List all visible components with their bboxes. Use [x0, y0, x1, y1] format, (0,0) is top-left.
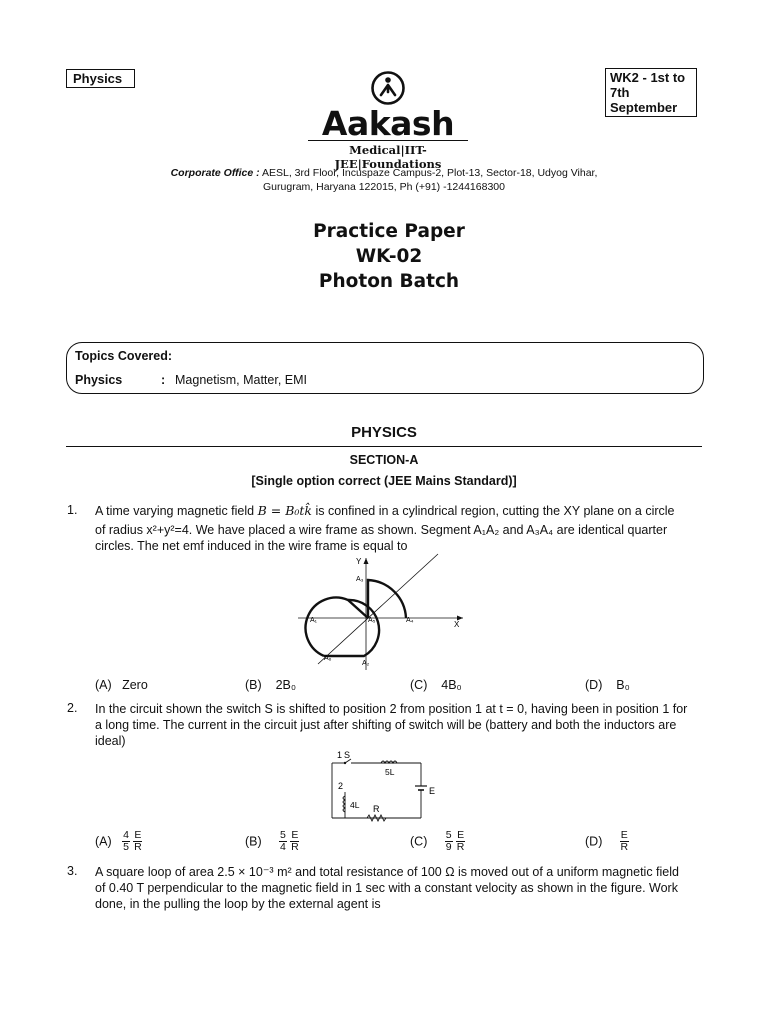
topics-list: Magnetism, Matter, EMI — [175, 373, 307, 387]
q1-option-c[interactable]: (C) 4B₀ — [410, 678, 462, 692]
week-line-1: WK2 - 1st to — [610, 70, 686, 85]
logo-tagline: Medical|IIT-JEE|Foundations — [308, 140, 468, 171]
q3-line-3: done, in the pulling the loop by the external agent is — [95, 897, 381, 911]
corporate-label: Corporate Office : — [170, 167, 260, 179]
section-note: [Single option correct (JEE Mains Standard)] — [251, 474, 517, 488]
q1-wire-frame-figure — [298, 552, 468, 672]
q3-number: 3. — [67, 864, 78, 878]
q1-fig-label-a1: A₁ — [310, 617, 318, 624]
q2-line-2: a long time. The current in the circuit just after shifting of switch will be (battery and both the inductors are — [95, 718, 677, 732]
topics-heading: Topics Covered: — [75, 349, 173, 363]
section-divider — [66, 446, 702, 447]
q1-option-b[interactable]: (B) 2B₀ — [245, 678, 297, 692]
corporate-line-1: AESL, 3rd Floor, Incuspaze Campus-2, Plot-13, Sector-18, Udyog Vihar, — [262, 167, 598, 179]
q2-fig-label-two: 2 — [338, 781, 344, 791]
q2-circuit-figure — [325, 748, 445, 824]
q1-fig-label-y: Y — [356, 557, 362, 566]
q3-line-2: of 0.40 T perpendicular to the magnetic field in 1 sec with a constant velocity as shown in the figure. Work — [95, 881, 678, 895]
q1-text-post: is confined in a cylindrical region, cutting the XY plane on a circle — [315, 504, 675, 518]
q1-text-pre: A time varying magnetic field — [95, 504, 255, 518]
title-line-2: WK-02 — [355, 246, 423, 267]
q2-text — [95, 701, 705, 749]
q2-option-a[interactable]: (A) $\frac{4}{5}$ $\frac{E}{R}$ — [95, 829, 142, 853]
q1-fig-label-a4: A₄ — [406, 617, 414, 624]
corporate-office — [100, 166, 668, 194]
q2-line-1: In the circuit shown the switch S is shifted to position 2 from position 1 at t = 0, having been in position 1 for — [95, 702, 688, 716]
q1-line-2: of radius x²+y²=4. We have placed a wire frame as shown. Segment A₁A₂ and A₃A₄ are identical quarter — [95, 523, 668, 537]
paper-title — [200, 219, 578, 294]
topics-colon: : — [161, 373, 166, 387]
title-line-1: Practice Paper — [313, 221, 465, 242]
q1-fig-label-a5: A₅ — [368, 617, 376, 624]
q1-option-a[interactable]: (A) Zero — [95, 678, 148, 692]
q1-fig-label-a6: A₆ — [324, 655, 332, 662]
q2-option-b[interactable]: (B) $\frac{5}{4}$ $\frac{E}{R}$ — [245, 829, 299, 853]
title-line-3: Photon Batch — [318, 271, 460, 292]
week-line-2: 7th September — [610, 85, 678, 115]
topics-subject: Physics — [75, 373, 123, 387]
q2-line-3: ideal) — [95, 734, 126, 748]
logo-wordmark: Aakash — [321, 104, 455, 143]
q1-number: 1. — [67, 503, 78, 517]
q2-fig-label-5l: 5L — [385, 767, 395, 777]
q2-fig-label-one: 1 — [337, 750, 343, 760]
q1-line-3: circles. The net emf induced in the wire frame is equal to — [95, 539, 408, 553]
q1-option-d[interactable]: (D) B₀ — [585, 678, 630, 692]
week-badge — [605, 68, 697, 117]
section-sub: SECTION-A — [349, 453, 419, 467]
q1-fig-label-x: X — [454, 620, 460, 629]
q1-text — [95, 503, 705, 554]
corporate-line-2: Gurugram, Haryana 122015, Ph (+91) -1244168300 — [263, 181, 505, 193]
q2-fig-label-r: R — [373, 804, 380, 814]
q2-option-d[interactable]: (D) $\frac{E}{R}$ — [585, 829, 629, 853]
q2-option-c[interactable]: (C) $\frac{5}{9}$ $\frac{E}{R}$ — [410, 829, 465, 853]
q2-fig-label-e: E — [429, 786, 436, 796]
topics-box — [66, 342, 704, 394]
aakash-logo-icon — [370, 70, 406, 106]
q1-fig-label-a3: A₃ — [356, 576, 364, 583]
q1-fig-label-a2: A₂ — [362, 660, 370, 667]
q2-fig-label-4l: 4L — [350, 800, 360, 810]
q1-formula: B = B₀tk̂ — [257, 503, 312, 518]
q2-fig-label-s: S — [344, 750, 351, 760]
q2-number: 2. — [67, 701, 78, 715]
q3-text — [95, 864, 705, 912]
q3-line-1: A square loop of area 2.5 × 10⁻³ m² and total resistance of 100 Ω is moved out of a uniform magnetic field — [95, 865, 679, 879]
section-heading: PHYSICS — [351, 424, 417, 441]
subject-badge: Physics — [66, 69, 135, 88]
